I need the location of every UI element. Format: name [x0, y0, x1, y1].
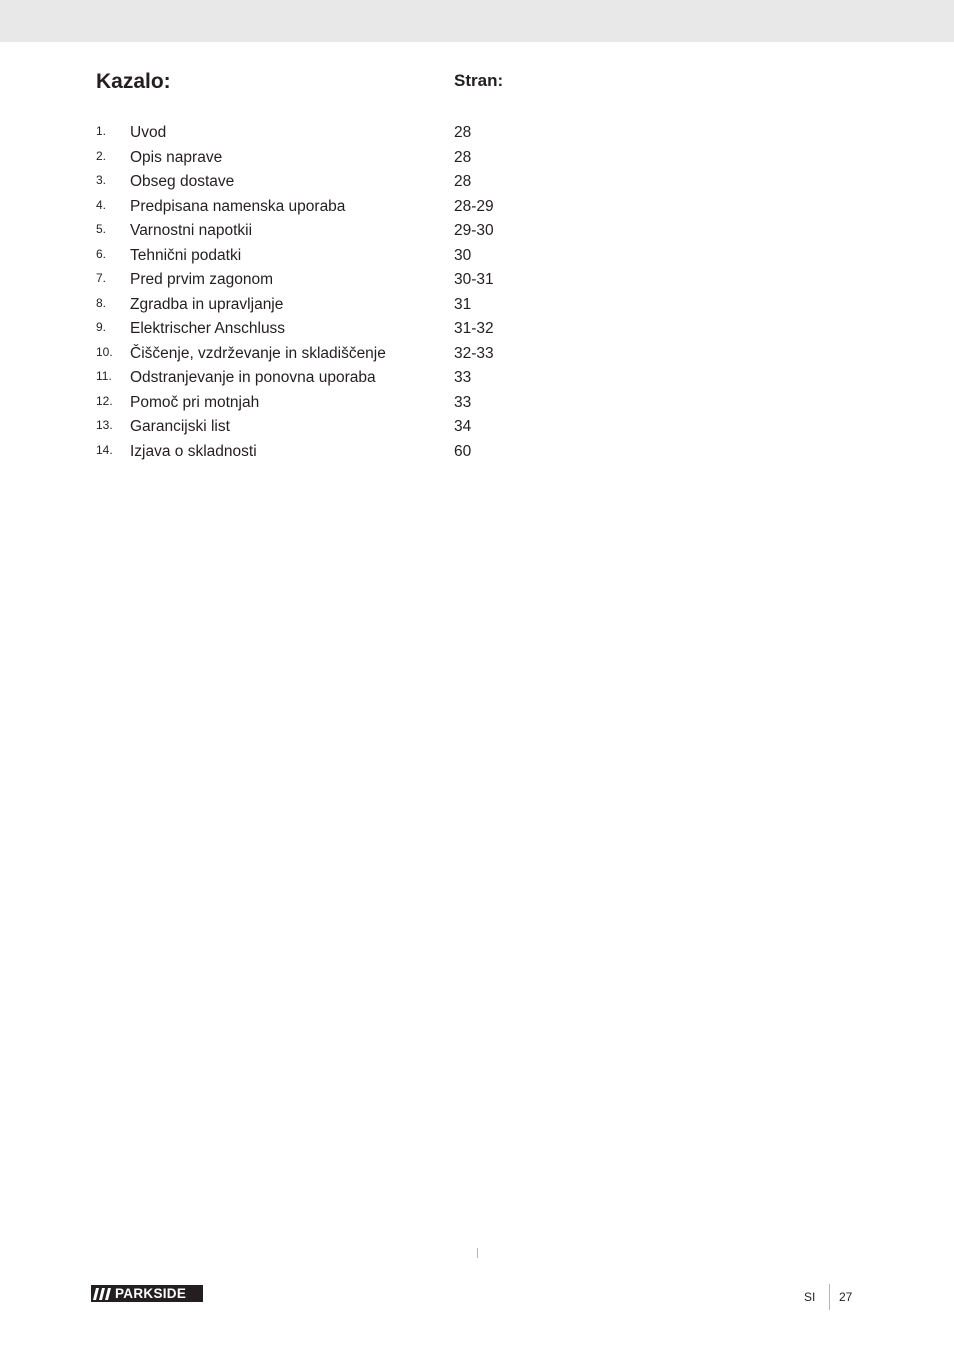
- toc-number: 1.: [96, 124, 107, 138]
- toc-page: 28: [454, 124, 472, 141]
- toc-page: 30: [454, 246, 472, 264]
- toc-number: 12.: [96, 393, 113, 408]
- toc-row[interactable]: [96, 415, 536, 440]
- toc-number: 4.: [96, 197, 107, 212]
- toc-page: 32-33: [454, 344, 494, 362]
- toc-row[interactable]: [96, 121, 536, 146]
- toc-row[interactable]: [96, 317, 536, 342]
- toc-label: Uvod: [130, 124, 167, 141]
- toc-row[interactable]: [96, 170, 536, 195]
- toc-number: 2.: [96, 148, 107, 163]
- toc-page: 60: [454, 442, 472, 460]
- toc-row[interactable]: [96, 268, 536, 293]
- page-column-header: Stran:: [454, 71, 504, 90]
- page-title: Kazalo:: [96, 70, 171, 93]
- toc-page: 33: [454, 369, 472, 386]
- toc-row[interactable]: [96, 366, 536, 391]
- toc-page: 33: [454, 393, 472, 411]
- toc-number: 5.: [96, 222, 107, 236]
- toc-label: Obseg dostave: [130, 173, 235, 190]
- toc-page: 31-32: [454, 320, 494, 337]
- toc-label: Pomoč pri motnjah: [130, 393, 260, 411]
- toc-row[interactable]: [96, 440, 536, 465]
- toc-number: 3.: [96, 173, 107, 187]
- footer-language-code: SI: [804, 1290, 816, 1304]
- toc-number: 14.: [96, 442, 113, 457]
- toc-page: 28: [454, 173, 472, 190]
- toc-label: Elektrischer Anschluss: [130, 320, 286, 337]
- toc-number: 6.: [96, 246, 107, 261]
- toc-row[interactable]: [96, 293, 536, 318]
- toc-label: Tehnični podatki: [130, 246, 242, 264]
- center-tick-mark: [477, 1248, 478, 1258]
- parkside-logo: [91, 1285, 203, 1302]
- toc-number: 8.: [96, 295, 107, 310]
- toc-row[interactable]: [96, 219, 536, 244]
- table-of-contents: [96, 121, 536, 464]
- brand-name: PARKSIDE: [115, 1286, 187, 1301]
- toc-label: Opis naprave: [130, 148, 223, 166]
- toc-label: Pred prvim zagonom: [130, 271, 274, 288]
- toc-number: 7.: [96, 271, 107, 285]
- toc-page: 30-31: [454, 271, 494, 288]
- toc-label: Čiščenje, vzdrževanje in skladiščenje: [130, 344, 386, 362]
- toc-page: 28-29: [454, 197, 494, 215]
- toc-label: Izjava o skladnosti: [130, 442, 257, 460]
- toc-row[interactable]: [96, 195, 536, 220]
- toc-row[interactable]: [96, 146, 536, 171]
- toc-page: 29-30: [454, 222, 494, 239]
- toc-label: Garancijski list: [130, 418, 230, 435]
- toc-row[interactable]: [96, 391, 536, 416]
- toc-page: 31: [454, 295, 472, 313]
- footer-page-number: 27: [839, 1290, 853, 1304]
- toc-label: Varnostni napotkii: [130, 222, 253, 239]
- toc-label: Odstranjevanje in ponovna uporaba: [130, 369, 376, 386]
- toc-number: 13.: [96, 418, 113, 432]
- toc-label: Zgradba in upravljanje: [130, 295, 284, 313]
- toc-row[interactable]: [96, 342, 536, 367]
- toc-number: 11.: [96, 369, 112, 383]
- toc-number: 10.: [96, 344, 113, 359]
- toc-row[interactable]: [96, 244, 536, 269]
- toc-page: 28: [454, 148, 472, 166]
- toc-number: 9.: [96, 320, 107, 334]
- toc-page: 34: [454, 418, 472, 435]
- footer-divider: [829, 1284, 830, 1310]
- parkside-stripes-icon: [91, 1285, 115, 1302]
- toc-label: Predpisana namenska uporaba: [130, 197, 346, 215]
- top-band: [0, 0, 954, 42]
